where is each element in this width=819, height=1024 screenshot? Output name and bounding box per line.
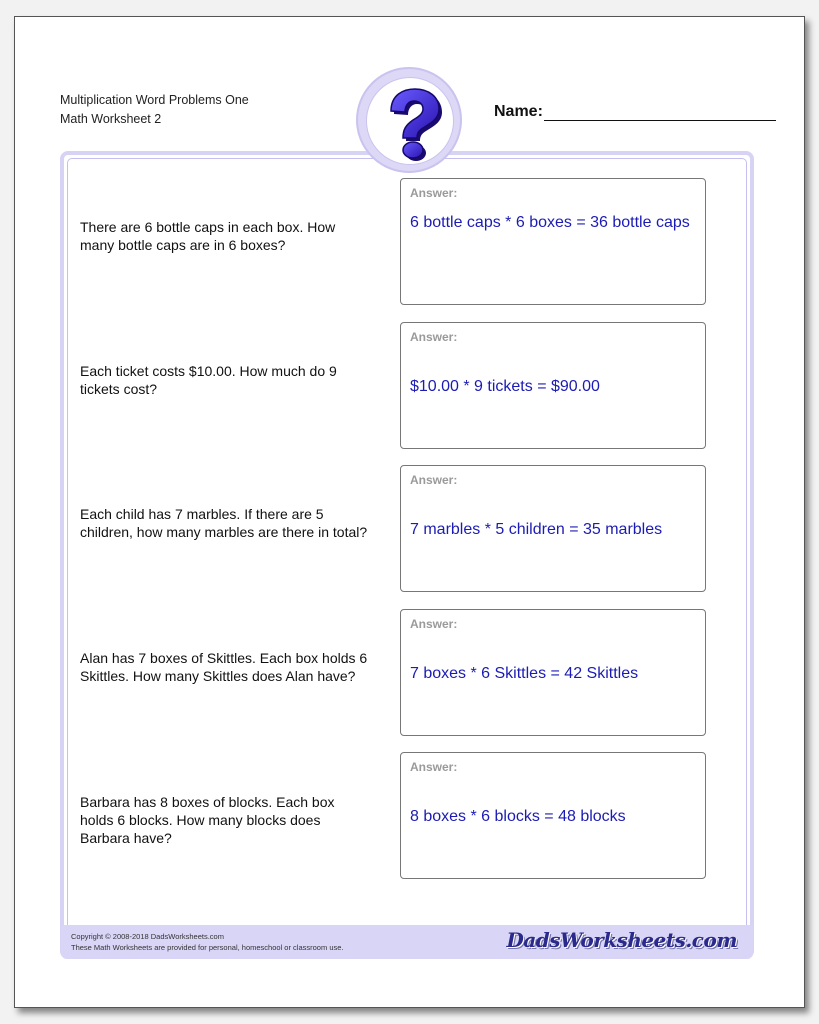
answer-label: Answer:	[410, 760, 458, 774]
usage-line: These Math Worksheets are provided for personal, homeschool or classroom use.	[71, 943, 344, 952]
problem-question-1: There are 6 bottle caps in each box. How many bottle caps are in 6 boxes?	[80, 219, 336, 253]
answer-label: Answer:	[410, 186, 458, 200]
dadsworksheets-logo[interactable]: DadsWorksheets.com	[506, 928, 737, 952]
answer-text-4: 7 boxes * 6 Skittles = 42 Skittles	[410, 665, 639, 682]
answer-box-4[interactable]	[400, 609, 706, 736]
footer-bar	[61, 925, 753, 959]
worksheet-subtitle: Math Worksheet 2	[60, 112, 162, 126]
question-badge	[356, 67, 462, 173]
answer-text-2: $10.00 * 9 tickets = $90.00	[410, 378, 600, 395]
answer-label: Answer:	[410, 617, 458, 631]
answer-text-5: 8 boxes * 6 blocks = 48 blocks	[410, 808, 626, 825]
copyright-text	[71, 931, 344, 953]
copyright-line: Copyright © 2008-2018 DadsWorksheets.com	[71, 932, 224, 941]
answer-text-1: 6 bottle caps * 6 boxes = 36 bottle caps	[410, 214, 690, 231]
worksheet-title: Multiplication Word Problems One	[60, 93, 249, 107]
answer-text-3: 7 marbles * 5 children = 35 marbles	[410, 521, 663, 538]
answer-box-1[interactable]	[400, 178, 706, 305]
worksheet-title-block	[60, 91, 249, 129]
problem-question-2: Each ticket costs $10.00. How much do 9 tickets cost?	[80, 363, 337, 397]
name-field[interactable]	[494, 103, 776, 121]
answer-box-2[interactable]	[400, 322, 706, 449]
problem-question-5: Barbara has 8 boxes of blocks. Each box holds 6 blocks. How many blocks does Barbara have?	[80, 794, 335, 846]
answer-box-3[interactable]	[400, 465, 706, 592]
question-mark-icon	[373, 82, 449, 162]
answer-box-5[interactable]	[400, 752, 706, 879]
question-badge-inner	[366, 77, 454, 165]
answer-label: Answer:	[410, 473, 458, 487]
problem-question-3: Each child has 7 marbles. If there are 5 children, how many marbles are there in total?	[80, 506, 368, 540]
name-label: Name:	[494, 103, 543, 120]
name-blank-line[interactable]	[544, 106, 776, 121]
worksheet-page	[14, 16, 805, 1008]
problem-question-4: Alan has 7 boxes of Skittles. Each box holds 6 Skittles. How many Skittles does Alan have?	[80, 650, 368, 684]
answer-label: Answer:	[410, 330, 458, 344]
